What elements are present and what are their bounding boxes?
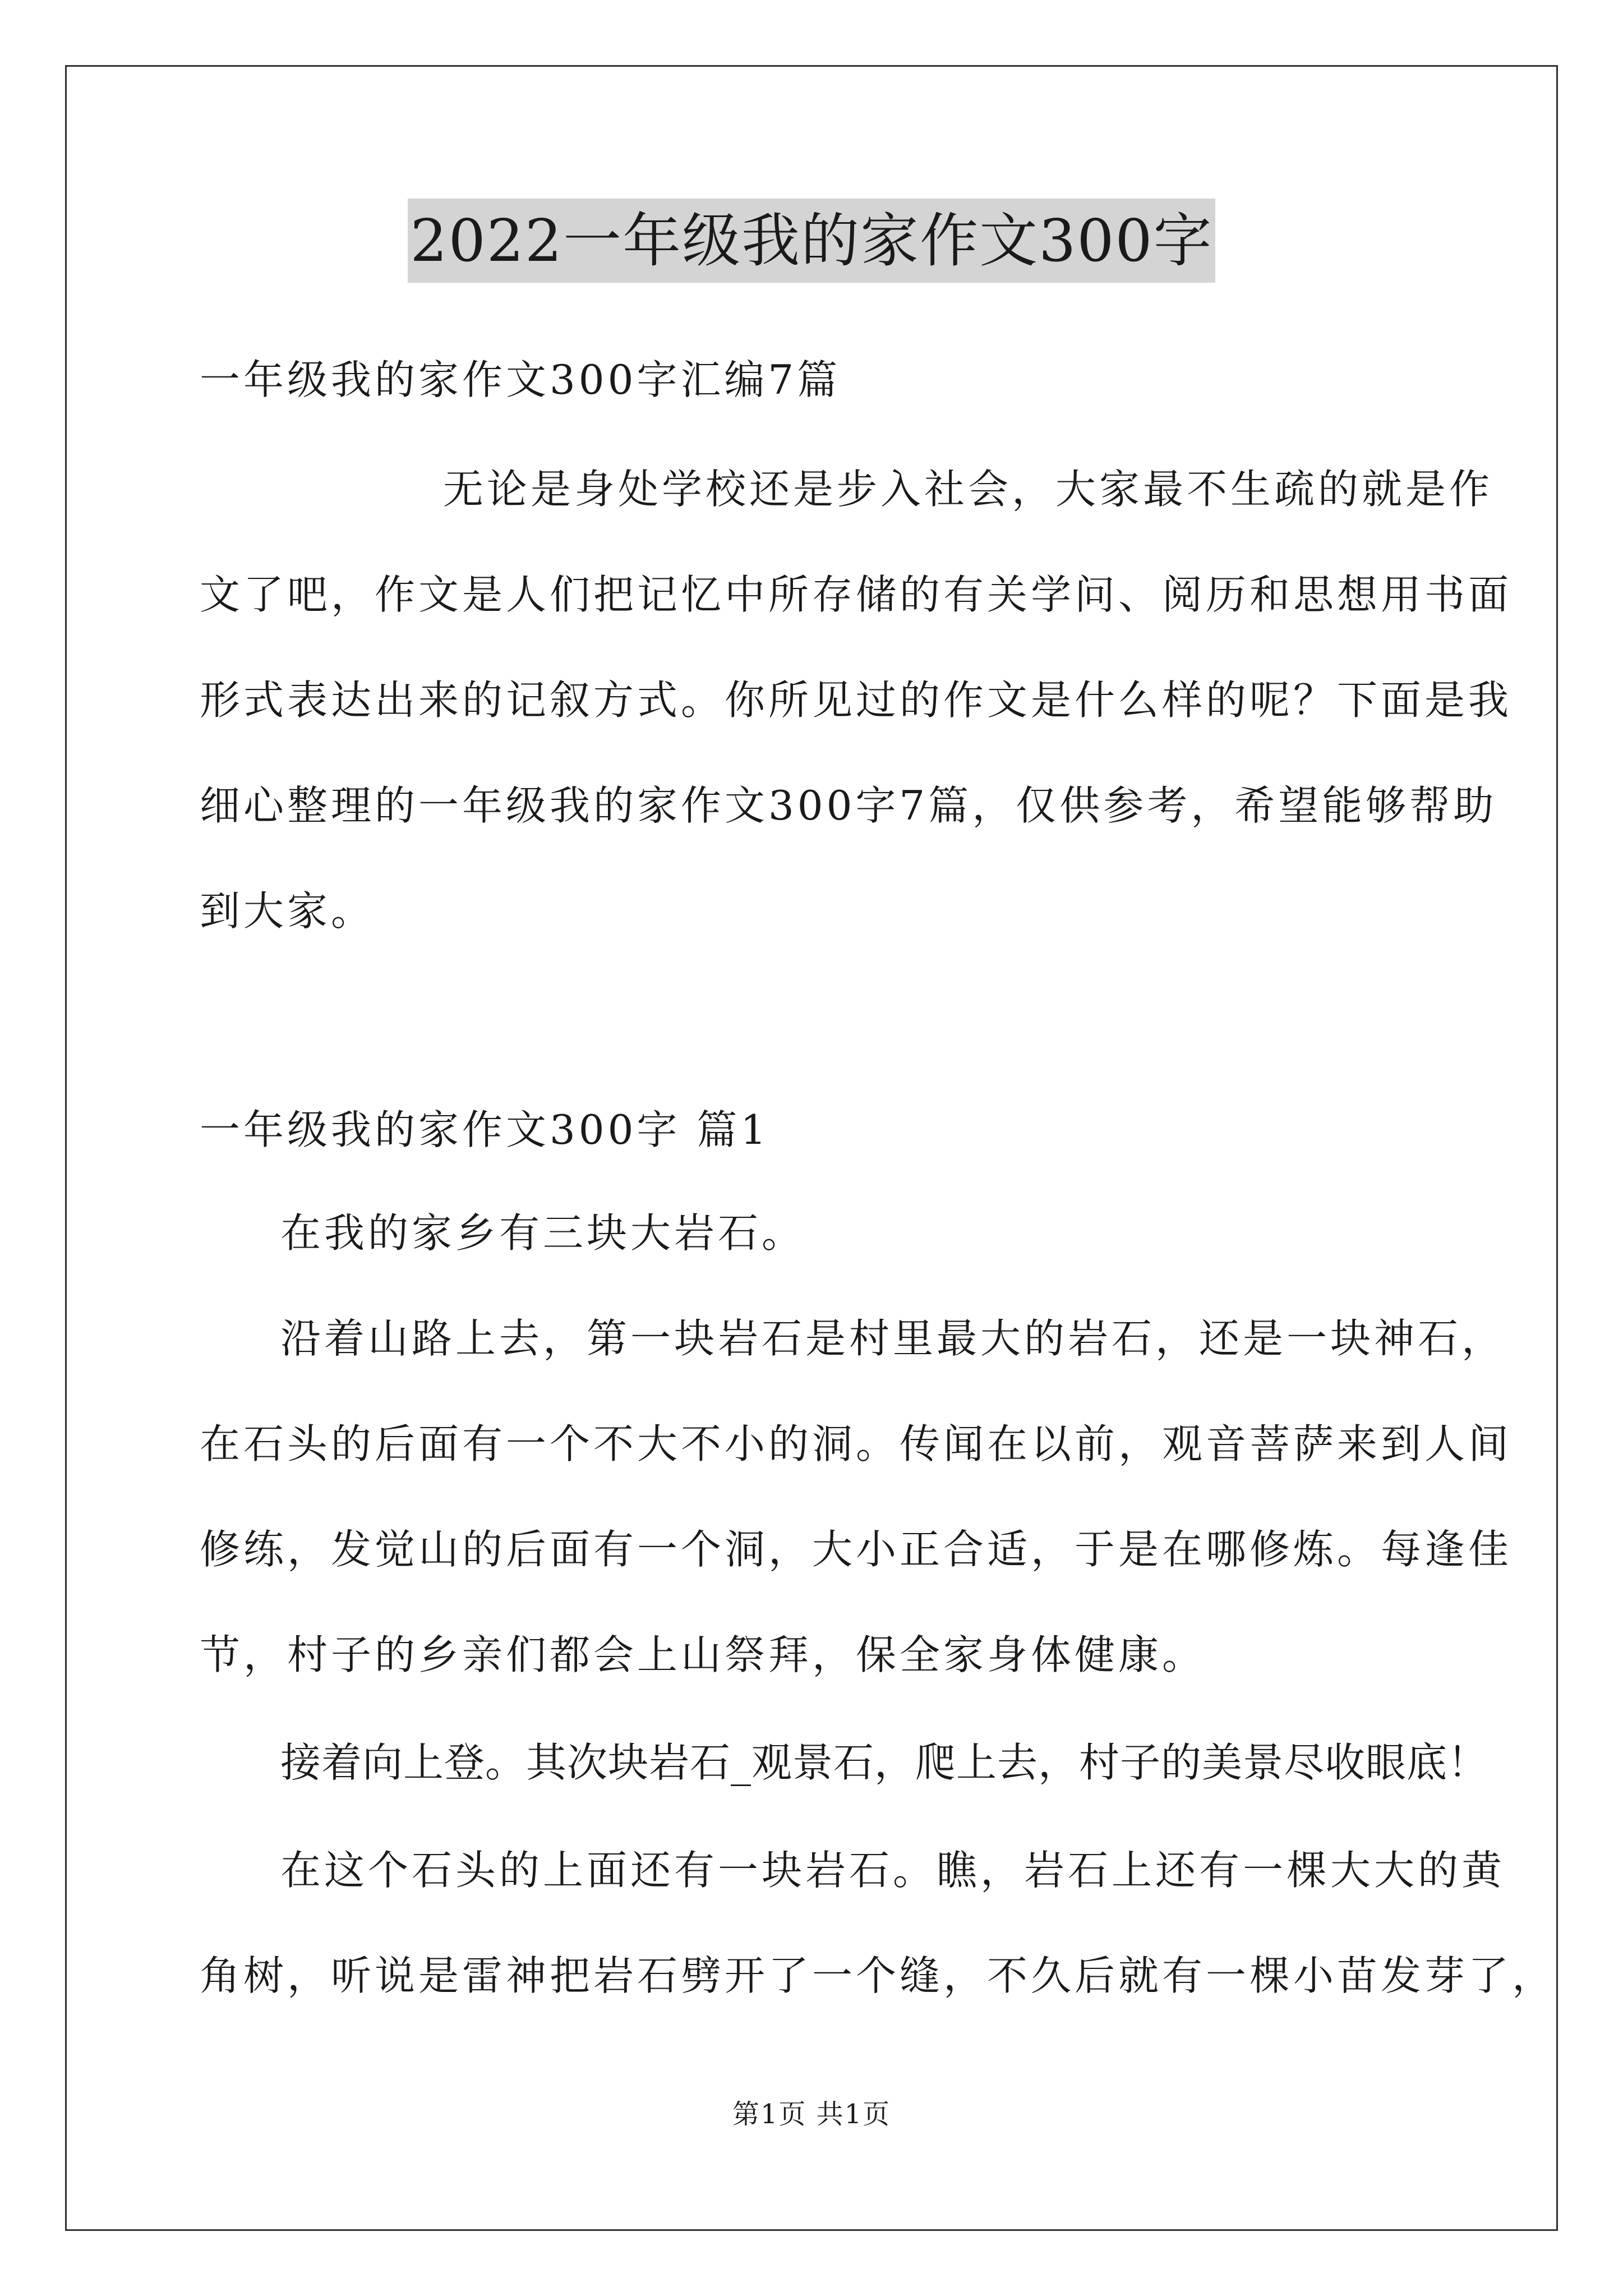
- intro-line: 形式表达出来的记叙方式。你所见过的作文是什么样的呢？下面是我: [200, 677, 1513, 724]
- page-footer: 第1页 共1页: [732, 2099, 891, 2130]
- body-line: 接着向上登。其次块岩石_观景石，爬上去，村子的美景尽收眼底！: [280, 1739, 1489, 1786]
- body-line: 角树，听说是雷神把岩石劈开了一个缝，不久后就有一棵小苗发芽了，: [200, 1952, 1556, 1999]
- intro-line: 到大家。: [200, 887, 375, 935]
- intro-line: 文了吧，作文是人们把记忆中所存储的有关学问、阅历和思想用书面: [200, 571, 1513, 618]
- intro-line: 无论是身处学校还是步入社会，大家最不生疏的就是作: [443, 466, 1493, 513]
- body-line: 在我的家乡有三块大岩石。: [280, 1209, 806, 1257]
- document-subtitle: 一年级我的家作文300字汇编7篇: [200, 356, 841, 403]
- document-title: 2022一年级我的家作文300字: [408, 199, 1215, 283]
- title-container: [0, 199, 1623, 283]
- intro-line: 细心整理的一年级我的家作文300字7篇，仅供参考，希望能够帮助: [200, 782, 1497, 829]
- body-line: 在石头的后面有一个不大不小的洞。传闻在以前，观音菩萨来到人间: [200, 1420, 1513, 1467]
- body-line: 沿着山路上去，第一块岩石是村里最大的岩石，还是一块神石，: [280, 1315, 1506, 1362]
- body-line: 修练，发觉山的后面有一个洞，大小正合适，于是在哪修炼。每逢佳: [200, 1526, 1513, 1573]
- section-heading: 一年级我的家作文300字 篇1: [200, 1106, 770, 1153]
- body-line: 在这个石头的上面还有一块岩石。瞧，岩石上还有一棵大大的黄: [280, 1847, 1506, 1894]
- body-line: 节，村子的乡亲们都会上山祭拜，保全家身体健康。: [200, 1631, 1206, 1678]
